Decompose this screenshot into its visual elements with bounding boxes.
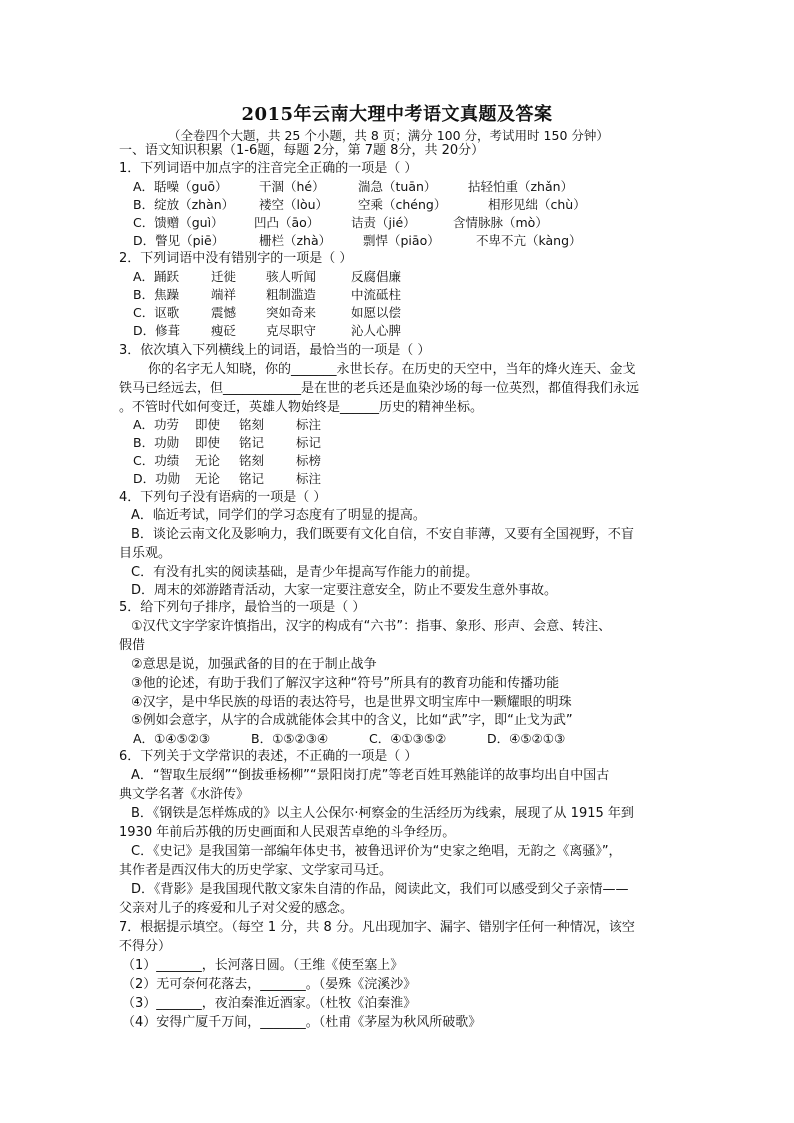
option-text: C．功绩 bbox=[133, 453, 180, 468]
option-text: 标注 bbox=[296, 471, 322, 486]
option-text: 克尽职守 bbox=[266, 323, 317, 338]
option-text: B．①⑤②③④ bbox=[251, 731, 329, 746]
option-d: D．周末的郊游踏青活动，大家一定要注意安全，防止不要发生意外事故。 bbox=[131, 583, 558, 598]
option-c: C．有没有扎实的阅读基础，是青少年提高写作能力的前提。 bbox=[131, 565, 479, 580]
option-text: C．讴歌 bbox=[133, 305, 180, 320]
option-a: A．“智取生辰纲”“倒拔垂杨柳”“景阳岗打虎”等老百姓耳熟能详的故事均出自中国古 bbox=[131, 768, 610, 783]
option-text: 剽悍（piāo） bbox=[363, 233, 440, 248]
option-text: 震憾 bbox=[211, 305, 237, 320]
sentence-2: ②意思是说，加强武备的目的在于制止战争 bbox=[131, 657, 377, 672]
question-2-stem: 2．下列词语中没有错别字的一项是（ ） bbox=[119, 251, 353, 266]
option-text: 迁徙 bbox=[211, 269, 237, 284]
option-text: 凹凸（āo） bbox=[254, 215, 320, 230]
paragraph-line: 你的名字无人知晓，你的_______永世长存。在历史的天空中，当年的烽火连天、金戈 bbox=[148, 362, 636, 377]
option-text: 端祥 bbox=[211, 287, 237, 302]
option-text: A．①④⑤②③ bbox=[133, 731, 211, 746]
option-text: 沁人心脾 bbox=[351, 323, 402, 338]
option-text: B．功勋 bbox=[133, 435, 180, 450]
option-text: C．馈赠（guì） bbox=[133, 215, 224, 230]
option-text: C．④①③⑤② bbox=[369, 731, 447, 746]
option-d: D．《背影》是我国现代散文家朱自清的作品，阅读此文，我们可以感受到父子亲情—— bbox=[131, 882, 629, 897]
option-text: 栅栏（zhà） bbox=[259, 233, 332, 248]
option-c-continued: 其作者是西汉伟大的历史学家、文学家司马迁。 bbox=[119, 863, 393, 878]
option-text: 无论 bbox=[195, 453, 221, 468]
option-text: D．瞥见（piē） bbox=[133, 233, 225, 248]
fill-blank-2: （2）无可奈何花落去，_______。（晏殊《浣溪沙》 bbox=[122, 977, 417, 992]
option-a: A．临近考试，同学们的学习态度有了明显的提高。 bbox=[131, 508, 426, 523]
option-text: D．功勋 bbox=[133, 471, 181, 486]
option-text: 即使 bbox=[195, 417, 221, 432]
exam-instructions: （全卷四个大题，共 25 个小题，共 8 页；满分 100 分，考试用时 150 分钟） bbox=[168, 128, 609, 143]
question-7-stem: 7．根据提示填空。（每空 1 分，共 8 分。凡出现加字、漏字、错别字任何一种情况，该空 bbox=[119, 920, 635, 935]
option-text: A．聒噪（guō） bbox=[133, 179, 228, 194]
option-text: 含情脉脉（mò） bbox=[453, 215, 548, 230]
option-text: 相形见绌（chù） bbox=[488, 197, 586, 212]
question-3-stem: 3．依次填入下列横线上的词语，最恰当的一项是（ ） bbox=[119, 343, 431, 358]
option-text: 湍急（tuān） bbox=[358, 179, 437, 194]
option-text: B．焦躁 bbox=[133, 287, 180, 302]
option-text: 标记 bbox=[296, 435, 322, 450]
option-text: 铭记 bbox=[239, 471, 265, 486]
option-text: 瘦砭 bbox=[211, 323, 237, 338]
option-b-continued: 目乐观。 bbox=[119, 546, 172, 561]
option-c: C．《史记》是我国第一部编年体史书，被鲁迅评价为“史家之绝唱，无韵之《离骚》”， bbox=[131, 844, 622, 859]
section-heading: 一、语文知识积累（1-6题，每题 2分，第 7题 8分，共 20分） bbox=[119, 143, 485, 158]
fill-blank-3: （3）_______，夜泊秦淮近酒家。（杜牧《泊秦淮》 bbox=[122, 996, 417, 1011]
option-text: 铭刻 bbox=[239, 417, 265, 432]
option-text: 褛空（lòu） bbox=[259, 197, 329, 212]
option-text: 标榜 bbox=[296, 453, 322, 468]
option-text: D．④⑤②①③ bbox=[487, 731, 566, 746]
option-text: 不卑不亢（kàng） bbox=[476, 233, 582, 248]
option-text: D．修葺 bbox=[133, 323, 181, 338]
option-text: 干涸（hé） bbox=[259, 179, 325, 194]
sentence-1-continued: 假借 bbox=[119, 638, 146, 653]
option-b: B．谈论云南文化及影响力，我们既要有文化自信，不安自菲薄，又要有全国视野，不盲 bbox=[131, 527, 634, 542]
option-text: 标注 bbox=[296, 417, 322, 432]
option-text: 骇人听闻 bbox=[266, 269, 317, 284]
option-b: B．《钢铁是怎样炼成的》以主人公保尔·柯察金的生活经历为线索，展现了从 1915 年到 bbox=[131, 806, 634, 821]
option-b-continued: 1930 年前后苏俄的历史画面和人民艰苦卓绝的斗争经历。 bbox=[119, 825, 456, 840]
option-text: 诘责（jié） bbox=[351, 215, 416, 230]
option-text: 铭刻 bbox=[239, 453, 265, 468]
sentence-3: ③他的论述，有助于我们了解汉字这种“符号”所具有的教育功能和传播功能 bbox=[131, 676, 560, 691]
fill-blank-1: （1）_______，长河落日圆。（王维《使至塞上》 bbox=[122, 958, 404, 973]
question-1-stem: 1．下列词语中加点字的注音完全正确的一项是（ ） bbox=[119, 161, 418, 176]
option-text: 如愿以偿 bbox=[351, 305, 402, 320]
option-a-continued: 典文学名著《水浒传》 bbox=[119, 787, 250, 802]
option-text: 中流砥柱 bbox=[351, 287, 402, 302]
sentence-1: ①汉代文字学家许慎指出，汉字的构成有“六书”：指事、象形、形声、会意、转注、 bbox=[131, 619, 612, 634]
question-5-stem: 5．给下列句子排序，最恰当的一项是（ ） bbox=[119, 600, 366, 615]
sentence-5: ⑤例如会意字，从字的合成就能体会其中的含义，比如“武”字，即“止戈为武” bbox=[131, 713, 573, 728]
question-4-stem: 4．下列句子没有语病的一项是（ ） bbox=[119, 490, 327, 505]
paragraph-line: 铁马已经远去，但____________是在世的老兵还是血染沙场的每一位英烈，都值得我们永远 bbox=[119, 381, 640, 396]
option-d-continued: 父亲对儿子的疼爱和儿子对父爱的感念。 bbox=[119, 901, 354, 916]
option-text: 即使 bbox=[195, 435, 221, 450]
option-text: A．踊跃 bbox=[133, 269, 180, 284]
option-text: 铭记 bbox=[239, 435, 265, 450]
option-text: B．绽放（zhàn） bbox=[133, 197, 235, 212]
option-text: 反腐倡廉 bbox=[351, 269, 402, 284]
option-text: 无论 bbox=[195, 471, 221, 486]
option-text: A．功劳 bbox=[133, 417, 180, 432]
question-7-stem-continued: 不得分） bbox=[119, 939, 172, 954]
sentence-4: ④汉字，是中华民族的母语的表达符号，也是世界文明宝库中一颗耀眼的明珠 bbox=[131, 695, 572, 710]
option-text: 空乘（chéng） bbox=[358, 197, 447, 212]
paragraph-line: 。不管时代如何变迁，英雄人物始终是______历史的精神坐标。 bbox=[119, 400, 484, 415]
option-text: 粗制滥造 bbox=[266, 287, 317, 302]
option-text: 拈轻怕重（zhǎn） bbox=[468, 179, 574, 194]
option-text: 突如奇来 bbox=[266, 305, 317, 320]
page-title: 2015年云南大理中考语文真题及答案 bbox=[241, 104, 553, 125]
question-6-stem: 6．下列关于文学常识的表述，不正确的一项是（ ） bbox=[119, 749, 418, 764]
fill-blank-4: （4）安得广厦千万间，_______。（杜甫《茅屋为秋风所破歌》 bbox=[122, 1015, 482, 1030]
